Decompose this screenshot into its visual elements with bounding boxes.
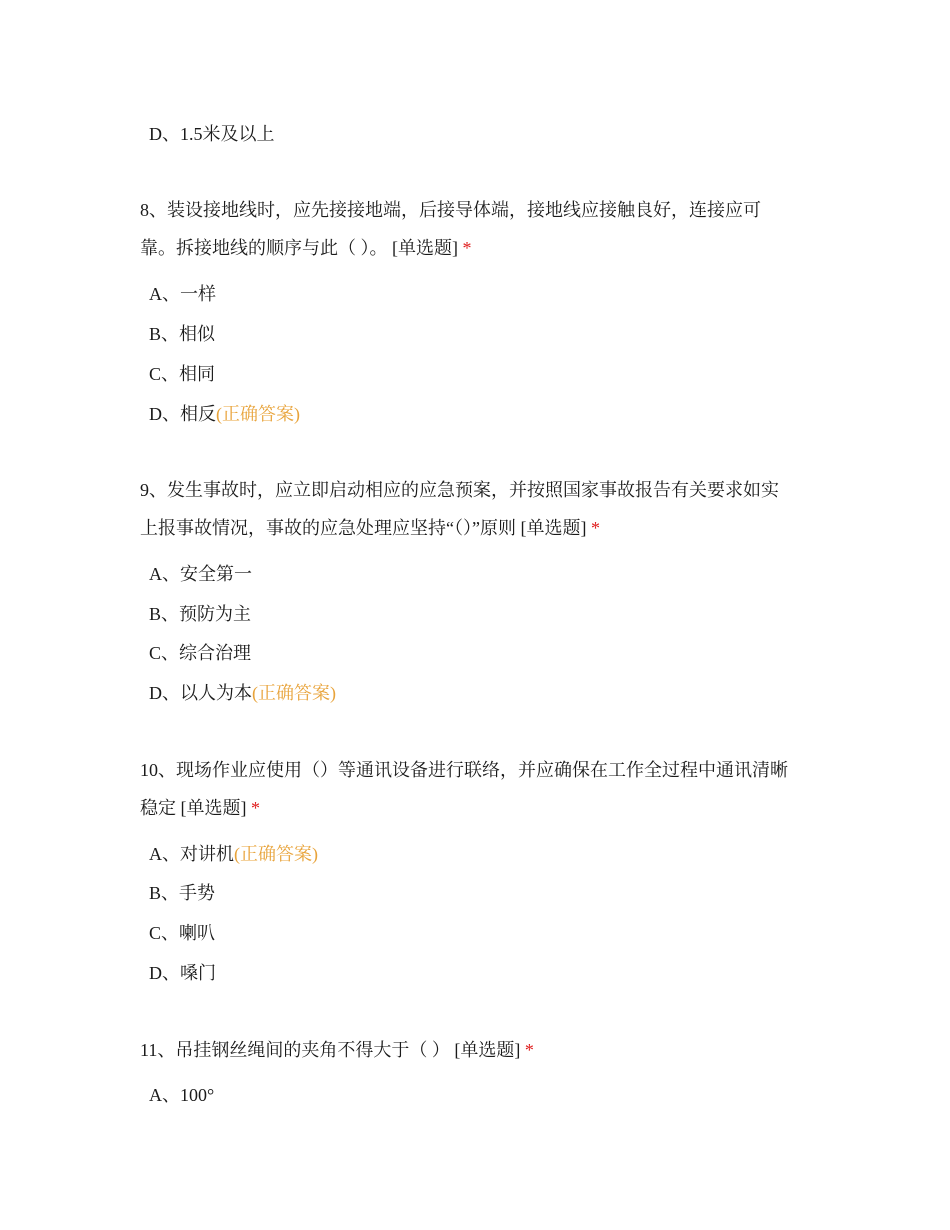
question-type-tag: [单选题] <box>454 1040 521 1060</box>
option-label: A、100° <box>149 1085 215 1105</box>
question-9-text-line2 <box>140 516 600 540</box>
question-8-text-line2 <box>140 236 472 260</box>
question-text: 靠。拆接地线的顺序与此（ ）。 <box>140 238 388 258</box>
option-label: C、综合治理 <box>149 643 252 663</box>
option-label: B、预防为主 <box>149 604 252 624</box>
question-10-text-line1: 10、现场作业应使用（）等通讯设备进行联络，并应确保在工作全过程中通讯清晰 <box>140 760 788 780</box>
question-11-text <box>140 1038 534 1062</box>
option-item[interactable] <box>149 362 215 386</box>
option-item[interactable] <box>149 681 336 705</box>
option-item[interactable] <box>149 1083 214 1107</box>
question-type-tag: [单选题] <box>180 798 247 818</box>
question-8-text-line1: 8、装设接地线时，应先接接地端，后接导体端，接地线应接触良好，连接应可 <box>140 200 761 220</box>
option-label: D、以人为本 <box>149 683 252 703</box>
option-item[interactable] <box>149 402 300 426</box>
question-type-tag: [单选题] <box>520 518 587 538</box>
option-label: C、相同 <box>149 364 216 384</box>
question-text: 上报事故情况，事故的应急处理应坚持“（）”原则 <box>140 518 516 538</box>
option-item[interactable] <box>149 921 215 945</box>
option-label: D、相反 <box>149 404 216 424</box>
option-label: C、喇叭 <box>149 923 216 943</box>
option-label: D、嗓门 <box>149 963 216 983</box>
option-item[interactable] <box>149 641 251 665</box>
required-star: * <box>251 798 260 818</box>
option-item[interactable] <box>149 282 216 306</box>
question-text: 稳定 <box>140 798 176 818</box>
option-label: D、1.5米及以上 <box>149 124 275 144</box>
required-star: * <box>524 1040 534 1060</box>
option-label: A、一样 <box>149 284 216 304</box>
option-label: B、手势 <box>149 883 216 903</box>
correct-answer-mark: (正确答案) <box>234 844 318 864</box>
option-item[interactable] <box>149 322 215 346</box>
option-label: B、相似 <box>149 324 216 344</box>
option-item[interactable] <box>149 562 252 586</box>
option-item[interactable] <box>149 961 216 985</box>
option-label: A、安全第一 <box>149 564 252 584</box>
question-text: 11、吊挂钢丝绳间的夹角不得大于（ ） <box>140 1040 450 1060</box>
required-star: * <box>590 518 600 538</box>
option-item[interactable] <box>149 122 275 146</box>
option-item[interactable] <box>149 602 251 626</box>
question-10-text-line2 <box>140 796 260 820</box>
question-type-tag: [单选题] <box>392 238 458 258</box>
required-star: * <box>462 238 472 258</box>
option-item[interactable] <box>149 842 318 866</box>
question-9-text-line1: 9、发生事故时，应立即启动相应的应急预案，并按照国家事故报告有关要求如实 <box>140 480 779 500</box>
option-item[interactable] <box>149 881 215 905</box>
option-label: A、对讲机 <box>149 844 234 864</box>
correct-answer-mark: (正确答案) <box>252 683 336 703</box>
correct-answer-mark: (正确答案) <box>216 404 300 424</box>
